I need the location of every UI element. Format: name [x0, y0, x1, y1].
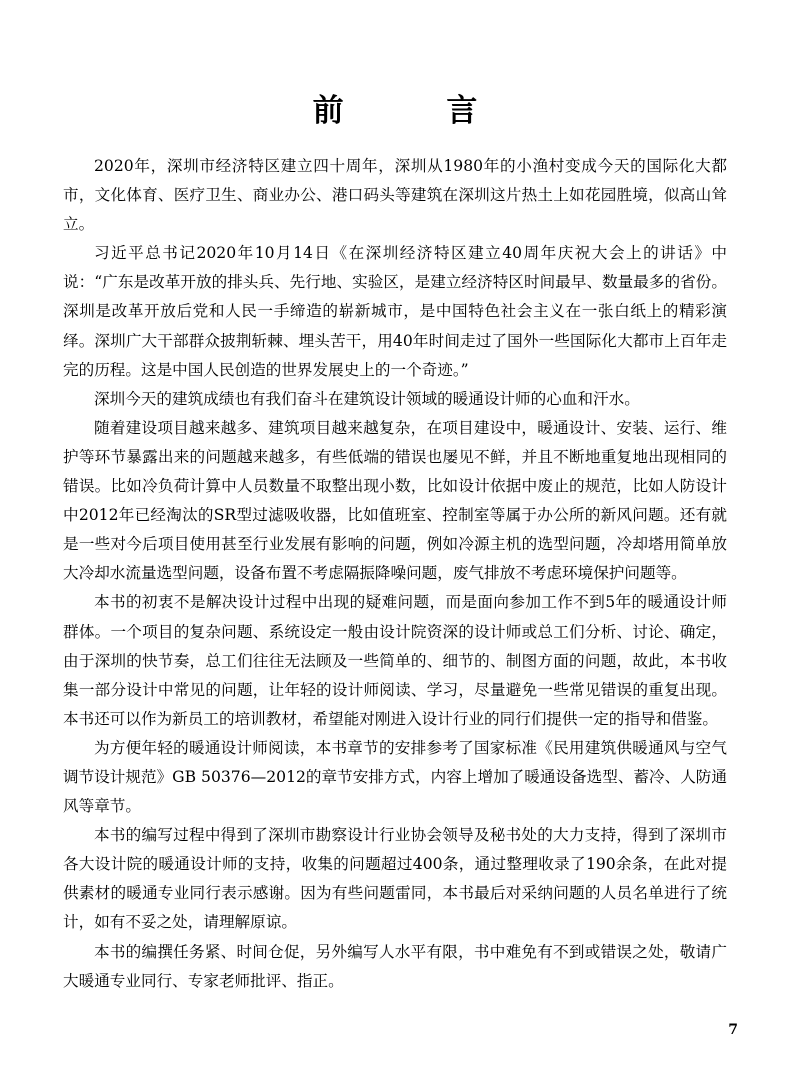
- paragraph: 习近平总书记2020年10月14日《在深圳经济特区建立40周年庆祝大会上的讲话》中说：“广东是改革开放的排头兵、先行地、实验区，是建立经济特区时间最早、数量最多的省份。深圳是改革开放后党和人民一手缔造的崭新城市，是中国特色社会主义在一张白纸上的精彩演绎。深圳广大干部群众披荆斩棘、埋头苦干，用40年时间走过了国外一些国际化大都市上百年走完的历程。这是中国人民创造的世界发展史上的一个奇迹。”: [63, 244, 727, 379]
- preface-body: [63, 152, 727, 996]
- paragraph: 为方便年轻的暖通设计师阅读，本书章节的安排参考了国家标准《民用建筑供暖通风与空气调节设计规范》GB 50376—2012的章节安排方式，内容上增加了暖通设备选型、蓄冷、人防通风等章节。: [63, 738, 727, 816]
- paragraph: 2020年，深圳市经济特区建立四十周年，深圳从1980年的小渔村变成今天的国际化大都市，文化体育、医疗卫生、商业办公、港口码头等建筑在深圳这片热土上如花园胜境，似高山耸立。: [63, 157, 727, 234]
- paragraph: 随着建设项目越来越多、建筑项目越来越复杂，在项目建设中，暖通设计、安装、运行、维护等环节暴露出来的问题越来越多，有些低端的错误也屡见不鲜，并且不断地重复地出现相同的错误。比如冷负荷计算中人员数量不取整出现小数，比如设计依据中废止的规范，比如人防设计中2012年已经淘汰的SR型过滤吸收器，比如值班室、控制室等属于办公所的新风问题。还有就是一些对今后项目使用甚至行业发展有影响的问题，例如冷源主机的选型问题，冷却塔用简单放大冷却水流量选型问题，设备布置不考虑隔振降噪问题，废气排放不考虑环境保护问题等。: [63, 418, 727, 583]
- paragraph: 本书的初衷不是解决设计过程中出现的疑难问题，而是面向参加工作不到5年的暖通设计师群体。一个项目的复杂问题、系统设定一般由设计院资深的设计师或总工们分析、讨论、确定，由于深圳的快节奏，总工们往往无法顾及一些简单的、细节的、制图方面的问题，故此，本书收集一部分设计中常见的问题，让年轻的设计师阅读、学习，尽量避免一些常见错误的重复出现。本书还可以作为新员工的培训教材，希望能对刚进入设计行业的同行们提供一定的指导和借鉴。: [63, 593, 727, 728]
- paragraph: 深圳今天的建筑成绩也有我们奋斗在建筑设计领域的暖通设计师的心血和汗水。: [94, 389, 640, 408]
- page-number: 7: [728, 1022, 738, 1038]
- page-title: 前 言: [312, 92, 524, 129]
- paragraph: 本书的编写过程中得到了深圳市勘察设计行业协会领导及秘书处的大力支持，得到了深圳市各大设计院的暖通设计师的支持，收集的问题超过400条，通过整理收录了190余条，在此对提供素材的暖通专业同行表示感谢。因为有些问题雷同，本书最后对采纳问题的人员名单进行了统计，如有不妥之处，请理解原谅。: [63, 826, 727, 932]
- paragraph: 本书的编撰任务紧、时间仓促，另外编写人水平有限，书中难免有不到或错误之处，敬请广大暖通专业同行、专家老师批评、指正。: [63, 942, 727, 990]
